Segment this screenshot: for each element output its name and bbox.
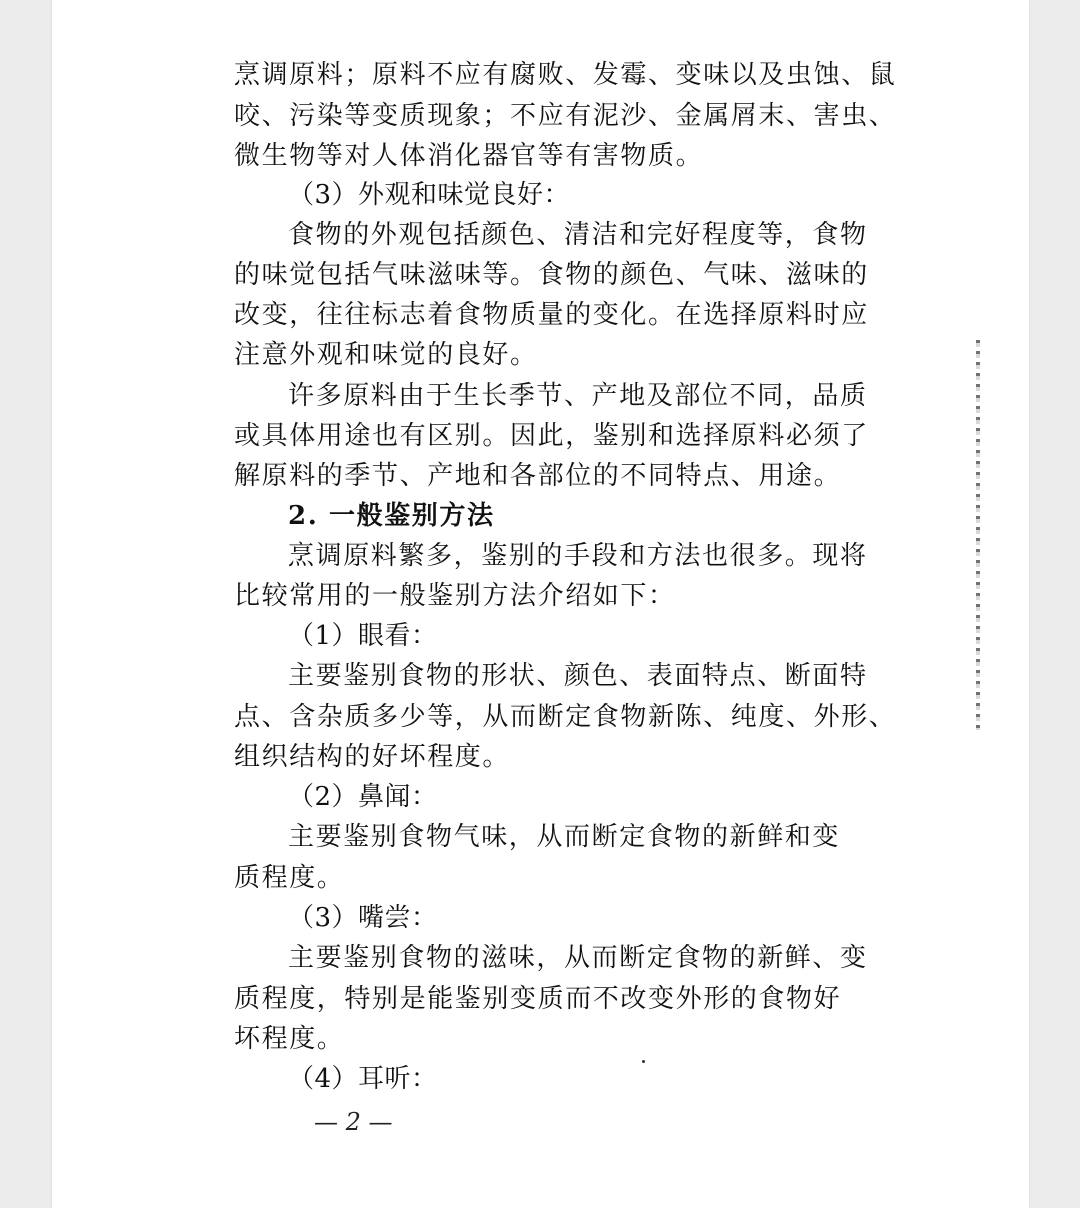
text-line: 解原料的季节、产地和各部位的不同特点、用途。 <box>234 461 842 491</box>
text-line: 改变，往往标志着食物质量的变化。在选择原料时应 <box>234 300 869 330</box>
text-line: 许多原料由于生长季节、产地及部位不同，品质 <box>288 381 868 411</box>
text-line: 微生物等对人体消化器官等有害物质。 <box>234 141 704 171</box>
text-line: 组织结构的好坏程度。 <box>234 742 511 772</box>
section-subheading: （3）嘴尝： <box>288 903 438 933</box>
text-line: 比较常用的一般鉴别方法介绍如下： <box>234 581 676 611</box>
text-line: 烹调原料繁多，鉴别的手段和方法也很多。现将 <box>288 541 868 571</box>
scan-artifact <box>976 340 980 730</box>
text-line: 的味觉包括气味滋味等。食物的颜色、气味、滋味的 <box>234 260 869 290</box>
section-subheading: （2）鼻闻： <box>288 782 438 812</box>
section-subheading: （3）外观和味觉良好： <box>288 180 571 210</box>
text-line: 主要鉴别食物的滋味，从而断定食物的新鲜、变 <box>288 943 868 973</box>
section-subheading: （4）耳听： <box>288 1064 438 1094</box>
text-line: 点、含杂质多少等，从而断定食物新陈、纯度、外形、 <box>234 702 897 732</box>
document-page <box>52 0 1029 1208</box>
text-line: 坏程度。 <box>234 1024 345 1054</box>
text-line: 食物的外观包括颜色、清洁和完好程度等，食物 <box>288 220 868 250</box>
text-line: 质程度，特别是能鉴别变质而不改变外形的食物好 <box>234 984 842 1014</box>
text-line: 烹调原料；原料不应有腐败、发霉、变味以及虫蚀、鼠 <box>234 60 897 90</box>
text-line: 注意外观和味觉的良好。 <box>234 340 538 370</box>
text-line: 主要鉴别食物气味，从而断定食物的新鲜和变 <box>288 822 841 852</box>
scan-speck <box>642 1060 645 1063</box>
text-line: 主要鉴别食物的形状、颜色、表面特点、断面特 <box>288 661 868 691</box>
text-line: 质程度。 <box>234 863 345 893</box>
section-subheading: （1）眼看： <box>288 621 438 651</box>
text-line: 或具体用途也有区别。因此，鉴别和选择原料必须了 <box>234 421 869 451</box>
text-line: 咬、污染等变质现象；不应有泥沙、金属屑末、害虫、 <box>234 101 897 131</box>
section-heading: 2. 一般鉴别方法 <box>288 501 495 531</box>
page-number: — 2 — <box>314 1108 393 1136</box>
